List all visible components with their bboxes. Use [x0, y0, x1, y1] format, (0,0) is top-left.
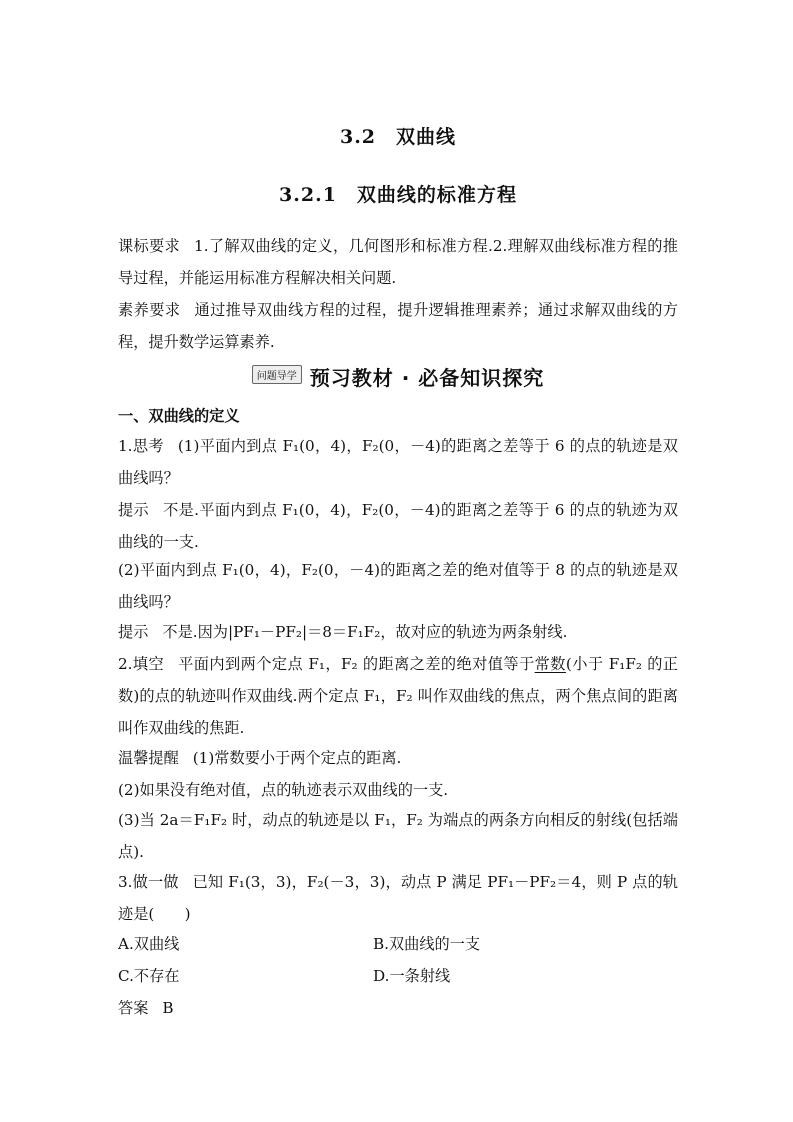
answer-value: B [162, 999, 174, 1017]
question-1-prefix: 1.思考 [118, 437, 164, 455]
option-d: D.一条射线 [373, 967, 451, 985]
fill-in [118, 648, 678, 744]
section-bar [118, 362, 678, 391]
section-badge: 问题导学 [252, 365, 302, 384]
reminder-item-2: (2)如果没有绝对值，点的轨迹表示双曲线的一支. [118, 781, 449, 799]
option-b: B.双曲线的一支 [373, 935, 481, 953]
hint-2-label: 提示 [118, 623, 149, 641]
fill-in-prefix: 2.填空 [118, 655, 165, 673]
exercise-question [118, 866, 678, 930]
curriculum-text: 1.了解双曲线的定义，几何图形和标准方程.2.理解双曲线标准方程的推导过程，并能运用标准方程解决相关问题. [118, 237, 678, 287]
section-title: 3.2.1 双曲线的标准方程 [279, 184, 517, 206]
chapter-title: 3.2 双曲线 [339, 126, 457, 148]
literacy-text: 通过推导双曲线方程的过程，提升逻辑推理素养；通过求解双曲线的方程，提升数学运算素养. [118, 301, 679, 351]
reminder-item-1: (1)常数要小于两个定点的距离. [192, 749, 402, 767]
answer-line [118, 992, 174, 1024]
option-c: C.不存在 [118, 967, 180, 985]
option-a: A.双曲线 [118, 935, 180, 953]
hint-1-text: 不是.平面内到点 F₁(0，4)，F₂(0，－4)的距离之差等于 6 的点的轨迹为双曲线的一支. [118, 501, 679, 551]
fill-in-text-before: 平面内到两个定点 F₁，F₂ 的距离之差的绝对值等于 [178, 655, 535, 673]
reminder-1 [118, 742, 678, 774]
heading-definition: 一、双曲线的定义 [118, 407, 240, 425]
exercise-prefix: 3.做一做 [118, 873, 179, 891]
question-1-text: (1)平面内到点 F₁(0，4)，F₂(0，－4)的距离之差等于 6 的点的轨迹是双曲线吗？ [118, 437, 678, 487]
answer-label: 答案 [118, 999, 149, 1017]
literacy-requirements [118, 294, 678, 358]
hint-2 [118, 616, 678, 648]
hint-2-text: 不是.因为|PF₁－PF₂|＝8＝F₁F₂，故对应的轨迹为两条射线. [162, 623, 568, 641]
exercise-text: 已知 F₁(3，3)，F₂(－3，3)，动点 P 满足 PF₁－PF₂＝4，则 P 点的轨迹是( ) [118, 873, 678, 923]
question-2: (2)平面内到点 F₁(0，4)，F₂(0，－4)的距离之差的绝对值等于 8 的点的轨迹是双曲线吗？ [118, 561, 678, 611]
fill-in-answer: 常数 [534, 655, 566, 673]
section-bar-title: 预习教材 · 必备知识探究 [309, 366, 545, 390]
reminder-item-3: (3)当 2a＝F₁F₂ 时，动点的轨迹是以 F₁，F₂ 为端点的两条方向相反的射线(包括端点). [118, 811, 678, 861]
reminder-label: 温馨提醒 [118, 749, 179, 767]
question-1 [118, 430, 678, 494]
literacy-label: 素养要求 [118, 301, 181, 319]
hint-1 [118, 494, 678, 558]
curriculum-label: 课标要求 [118, 237, 181, 255]
fill-in-text-after: (小于 F₁F₂ 的正数)的点的轨迹叫作双曲线.两个定点 F₁，F₂ 叫作双曲线的焦点，两个焦点间的距离叫作双曲线的焦距. [118, 655, 678, 737]
curriculum-requirements [118, 230, 678, 294]
hint-1-label: 提示 [118, 501, 150, 519]
